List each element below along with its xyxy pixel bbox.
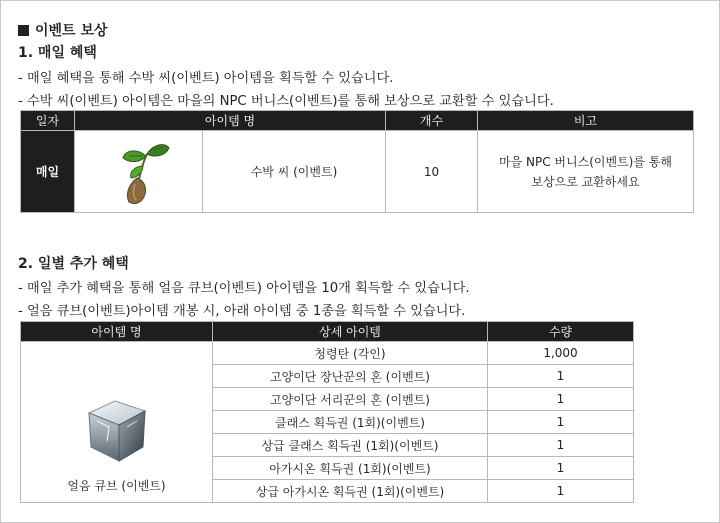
quantity-2: 1 <box>488 365 634 388</box>
section1-title: 1. 매일 혜택 <box>18 45 97 61</box>
box-cell <box>21 342 213 503</box>
section1-line-2: - 수박 씨(이벤트) 아이템은 마을의 NPC 버니스(이벤트)를 통해 보상으로 교환할 수 있습니다. <box>18 94 554 109</box>
header-box-name: 아이템 명 <box>21 322 213 342</box>
quantity-4: 1 <box>488 411 634 434</box>
header-quantity: 수량 <box>488 322 634 342</box>
quantity-3: 1 <box>488 388 634 411</box>
note-line-2: 보상으로 교환하세요 <box>531 174 640 189</box>
header-note: 비고 <box>478 111 694 131</box>
detail-item-7: 상급 아가시온 획득권 (1회)(이벤트) <box>213 480 488 503</box>
detail-item-6: 아가시온 획득권 (1회)(이벤트) <box>213 457 488 480</box>
quantity-5: 1 <box>488 434 634 457</box>
daily-table-header <box>21 111 694 131</box>
section1-line-1: - 매일 혜택을 통해 수박 씨(이벤트) 아이템을 획득할 수 있습니다. <box>18 71 394 86</box>
item-image-cell <box>75 131 203 213</box>
quantity-7: 1 <box>488 480 634 503</box>
quantity-1: 1,000 <box>488 342 634 365</box>
quantity-6: 1 <box>488 457 634 480</box>
box-name: 얼음 큐브 (이벤트) <box>67 479 166 493</box>
page-heading-text: 이벤트 보상 <box>35 23 108 39</box>
bonus-table-header <box>21 322 634 342</box>
daily-reward-table <box>20 110 694 213</box>
detail-item-4: 클래스 획득권 (1회)(이벤트) <box>213 411 488 434</box>
table-row <box>21 342 634 365</box>
section2-line-1: - 매일 추가 혜택을 통해 얼음 큐브(이벤트) 아이템을 10개 획득할 수 있습니다. <box>18 281 470 296</box>
header-count: 개수 <box>386 111 478 131</box>
detail-item-3: 고양이단 서리꾼의 혼 (이벤트) <box>213 388 488 411</box>
day-cell: 매일 <box>21 131 75 213</box>
watermelon-seed-sprout-icon <box>99 132 179 208</box>
detail-item-5: 상급 클래스 획득권 (1회)(이벤트) <box>213 434 488 457</box>
detail-item-1: 청령탄 (각인) <box>213 342 488 365</box>
note-line-1: 마을 NPC 버니스(이벤트)를 통해 <box>499 154 672 169</box>
section2-line-2: - 얼음 큐브(이벤트)아이템 개봉 시, 아래 아이템 중 1종을 획득할 수 있습니다. <box>18 304 466 319</box>
header-item-name: 아이템 명 <box>75 111 386 131</box>
header-day: 일자 <box>21 111 75 131</box>
square-bullet-icon <box>18 25 29 36</box>
item-note-cell <box>478 131 694 213</box>
section2-title: 2. 일별 추가 혜택 <box>18 256 129 272</box>
detail-item-2: 고양이단 장난꾼의 혼 (이벤트) <box>213 365 488 388</box>
item-count-cell: 10 <box>386 131 478 213</box>
page-heading <box>18 20 108 40</box>
item-name-cell: 수박 씨 (이벤트) <box>203 131 386 213</box>
daily-bonus-table <box>20 321 634 503</box>
table-row <box>21 131 694 213</box>
header-detail-item: 상세 아이템 <box>213 322 488 342</box>
ice-cube-icon <box>79 391 155 467</box>
